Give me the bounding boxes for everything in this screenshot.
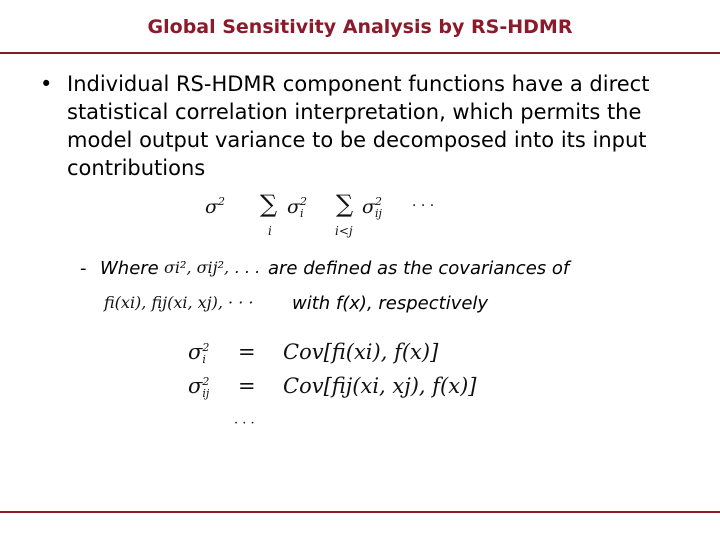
- bullet-text: Individual RS-HDMR component functions have a direct statistical correlation interpretation, which permits the model output variance to be decomposed into its input contributions: [67, 72, 650, 180]
- first-order-lhs-power: 2: [202, 341, 210, 354]
- first-order-variance-term: [287, 195, 307, 220]
- second-order-lhs-power: 2: [202, 375, 210, 388]
- second-order-variance-power: 2: [374, 195, 382, 208]
- total-variance-power: 2: [217, 195, 225, 208]
- component-functions: fi(xi), fij(xi, xj), · · ·: [104, 293, 254, 312]
- total-variance-symbol: σ: [205, 196, 218, 218]
- equation-ellipsis: · · ·: [412, 198, 435, 214]
- second-order-variance-symbol: σ: [362, 196, 375, 218]
- covariance-definition-text: are defined as the covariances of: [268, 258, 570, 279]
- first-order-lhs-index: i: [202, 353, 206, 366]
- sum-symbol-second-order: ∑: [336, 190, 354, 218]
- first-order-covariance-rhs: Cov[fi(xi), f(x)]: [283, 340, 439, 364]
- title-divider: [0, 52, 720, 54]
- second-order-covariance-lhs: [188, 374, 209, 398]
- where-dash: -: [80, 258, 87, 279]
- second-order-covariance-rhs: Cov[fij(xi, xj), f(x)]: [283, 374, 477, 398]
- footer-divider: [0, 511, 720, 513]
- first-order-equals: =: [238, 340, 256, 364]
- bullet-marker: •: [40, 72, 53, 96]
- first-order-variance-power: 2: [299, 195, 307, 208]
- variance-symbols: σi², σij², . . .: [164, 258, 260, 277]
- first-order-variance-index: i: [299, 207, 304, 220]
- second-order-equals: =: [238, 374, 256, 398]
- respectively-text: with f(x), respectively: [292, 293, 489, 314]
- second-order-variance-term: [362, 196, 382, 218]
- variance-decomposition-equation: [205, 196, 225, 218]
- sum-index-second-order: i<j: [335, 224, 353, 238]
- sum-symbol-first-order: ∑: [260, 190, 278, 218]
- first-order-lhs-symbol: σ: [188, 340, 203, 364]
- first-order-covariance-lhs: [188, 340, 210, 366]
- sum-index-first-order: i: [268, 224, 272, 238]
- slide-title: Global Sensitivity Analysis by RS-HDMR: [147, 16, 573, 38]
- where-label: Where: [100, 258, 159, 279]
- equations-ellipsis: · · ·: [234, 416, 255, 431]
- second-order-lhs-symbol: σ: [188, 374, 203, 398]
- second-order-lhs-index: ij: [202, 387, 210, 400]
- first-order-variance-symbol: σ: [287, 196, 300, 218]
- second-order-variance-index: ij: [374, 207, 382, 220]
- main-bullet: [40, 70, 710, 182]
